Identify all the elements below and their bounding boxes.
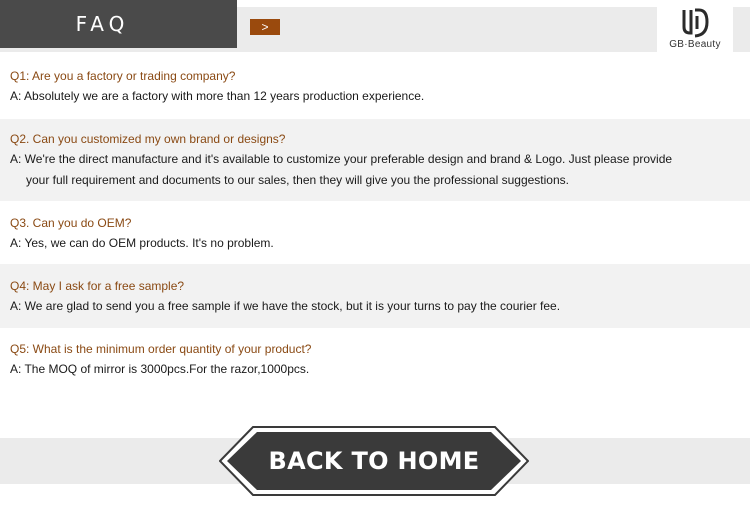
faq-tab bbox=[0, 0, 237, 48]
logo-text: GB·Beauty bbox=[669, 39, 721, 50]
page-title: FAQ bbox=[75, 12, 130, 36]
faq-question: Q1: Are you a factory or trading company? bbox=[10, 69, 236, 83]
faq-answer-line: your full requirement and documents to our sales, then they will give you the professional suggestions. bbox=[26, 173, 569, 187]
faq-question: Q2. Can you customized my own brand or designs? bbox=[10, 132, 286, 146]
faq-answer-line: A: Absolutely we are a factory with more than 12 years production experience. bbox=[10, 89, 425, 103]
faq-answer bbox=[10, 359, 309, 380]
faq-item-2 bbox=[0, 119, 750, 201]
faq-answer-line: A: The MOQ of mirror is 3000pcs.For the razor,1000pcs. bbox=[10, 362, 310, 376]
faq-item-5 bbox=[0, 332, 750, 392]
faq-answer bbox=[10, 296, 560, 317]
faq-answer-line: A: Yes, we can do OEM products. It's no problem. bbox=[10, 236, 274, 250]
faq-answer bbox=[10, 149, 672, 191]
faq-question: Q3. Can you do OEM? bbox=[10, 216, 132, 230]
back-to-home-label: BACK TO HOME bbox=[268, 447, 480, 475]
faq-question: Q4: May I ask for a free sample? bbox=[10, 279, 185, 293]
faq-answer-line: A: We are glad to send you a free sample if we have the stock, but it is your turns to pay the courier fee. bbox=[10, 299, 561, 313]
faq-item-4 bbox=[0, 264, 750, 328]
faq-answer bbox=[10, 233, 274, 254]
arrow-button[interactable]: > bbox=[250, 19, 280, 35]
faq-item-3 bbox=[0, 206, 750, 262]
faq-answer bbox=[10, 86, 424, 107]
faq-question: Q5: What is the minimum order quantity of your product? bbox=[10, 342, 312, 356]
back-to-home-button[interactable] bbox=[219, 426, 529, 496]
faq-item-1 bbox=[0, 58, 750, 116]
faq-answer-line: A: We're the direct manufacture and it's available to customize your preferable design and brand & Logo. Just please provide bbox=[10, 152, 673, 166]
brand-logo bbox=[657, 6, 733, 52]
brand-logo-icon bbox=[678, 7, 712, 39]
